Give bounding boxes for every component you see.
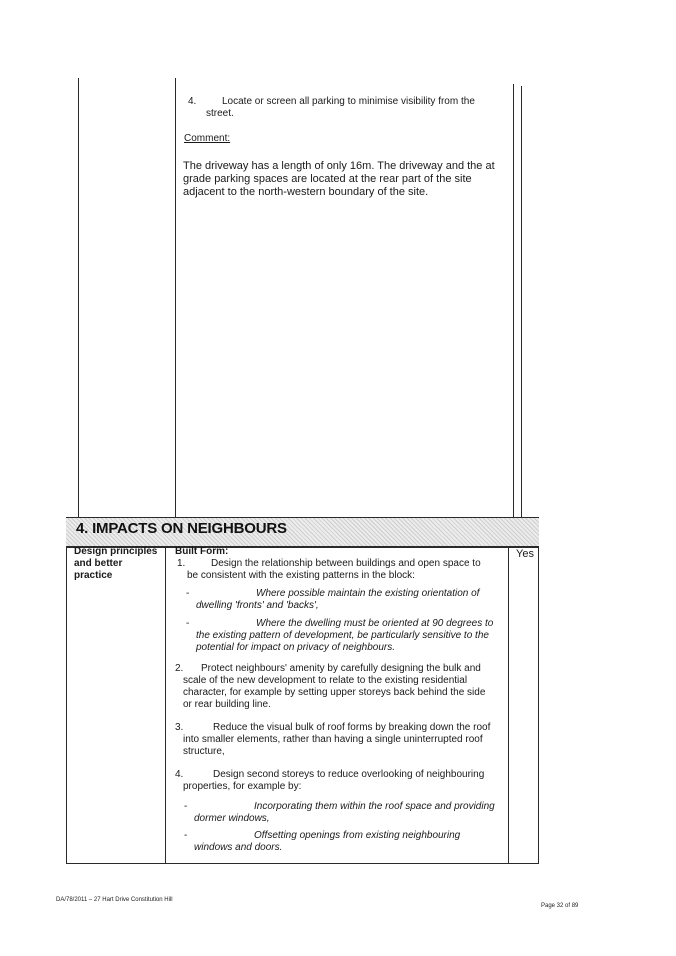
dash-marker: - xyxy=(186,588,190,599)
table-divider-2-lower xyxy=(508,546,509,864)
principle-item-3-line-2: into smaller elements, rather than having a single uninterrupted roof xyxy=(183,734,483,745)
table-divider-1-lower xyxy=(165,546,166,864)
upper-item-4-number: 4. xyxy=(188,96,197,107)
comment-body xyxy=(183,160,515,199)
sub-4-2-line-2: windows and doors. xyxy=(194,842,283,853)
principle-item-1-line-1: Design the relationship between buildings and open space to xyxy=(211,558,481,569)
built-form-heading: Built Form: xyxy=(175,546,229,557)
footer-page-number: Page 32 of 89 xyxy=(541,903,579,909)
upper-item-4-text-a: Locate or screen all parking to minimise visibility from the xyxy=(222,96,475,107)
sub-4-1-line-1: Incorporating them within the roof space and providing xyxy=(254,801,495,812)
principle-item-1-number: 1. xyxy=(177,558,186,569)
row-label-line-1: Design principles xyxy=(74,546,158,557)
principle-item-2-number: 2. xyxy=(175,663,184,674)
principle-item-4-line-2: properties, for example by: xyxy=(183,781,302,792)
dash-marker: - xyxy=(184,801,188,812)
upper-item-4 xyxy=(188,96,508,120)
sub-4-1-line-2: dormer windows, xyxy=(194,813,270,824)
sub-4-2-line-1: Offsetting openings from existing neighbouring xyxy=(254,830,461,841)
principle-item-2-line-4: or rear building line. xyxy=(183,699,271,710)
table-divider-1-upper xyxy=(175,78,176,518)
sub-1-1-line-1: Where possible maintain the existing orientation of xyxy=(256,588,480,599)
table-border-right-upper xyxy=(521,86,522,518)
principle-item-4 xyxy=(175,769,505,793)
principle-item-4-sub-1 xyxy=(184,801,504,825)
comment-line-3: adjacent to the north-western boundary of the site. xyxy=(183,186,429,198)
compliance-value: Yes xyxy=(516,548,534,560)
dash-marker: - xyxy=(184,830,188,841)
row-label-line-2: and better xyxy=(74,558,123,569)
principle-item-4-line-1: Design second storeys to reduce overlooking of neighbouring xyxy=(213,769,485,780)
principle-item-2-line-3: character, for example by setting upper storeys back behind the side xyxy=(183,687,486,698)
table-divider-2-upper xyxy=(513,84,514,518)
table-border-left-upper xyxy=(78,78,79,518)
principle-item-4-sub-2 xyxy=(184,830,504,854)
comment-line-1: The driveway has a length of only 16m. The driveway and the at xyxy=(183,160,495,172)
table-border-right-lower xyxy=(538,546,539,864)
sub-1-2-line-1: Where the dwelling must be oriented at 90 degrees to xyxy=(256,618,494,629)
row-label-line-3: practice xyxy=(74,570,113,581)
dash-marker: - xyxy=(186,618,190,629)
comment-label: Comment: xyxy=(184,133,231,144)
principle-item-4-number: 4. xyxy=(175,769,184,780)
table-border-left-lower xyxy=(66,546,67,864)
principle-item-3-line-3: structure, xyxy=(183,746,225,757)
principle-item-1-sub-2 xyxy=(186,618,506,654)
principle-item-3 xyxy=(175,722,505,758)
upper-item-4-text-b: street. xyxy=(206,108,234,119)
footer-reference: DA/78/2011 – 27 Hart Drive Constitution Hill xyxy=(56,897,173,903)
principle-item-2 xyxy=(175,663,505,711)
principle-item-1 xyxy=(177,558,502,582)
principle-item-1-line-2: be consistent with the existing patterns in the block: xyxy=(187,570,415,581)
sub-1-2-line-3: potential for impact on privacy of neighbours. xyxy=(196,642,395,653)
principle-item-2-line-2: scale of the new development to relate to the existing residential xyxy=(183,675,468,686)
comment-line-2: grade parking spaces are located at the rear part of the site xyxy=(183,173,472,185)
section-title: 4. IMPACTS ON NEIGHBOURS xyxy=(76,520,287,537)
principle-item-1-sub-1 xyxy=(186,588,501,612)
sub-1-2-line-2: the existing pattern of development, be particularly sensitive to the xyxy=(196,630,489,641)
table-row-bottom xyxy=(66,863,539,864)
sub-1-1-line-2: dwelling 'fronts' and 'backs', xyxy=(196,600,319,611)
principle-item-3-line-1: Reduce the visual bulk of roof forms by breaking down the roof xyxy=(213,722,491,733)
principle-item-2-line-1: Protect neighbours' amenity by carefully designing the bulk and xyxy=(201,663,481,674)
row-label xyxy=(74,546,164,582)
principle-item-3-number: 3. xyxy=(175,722,184,733)
